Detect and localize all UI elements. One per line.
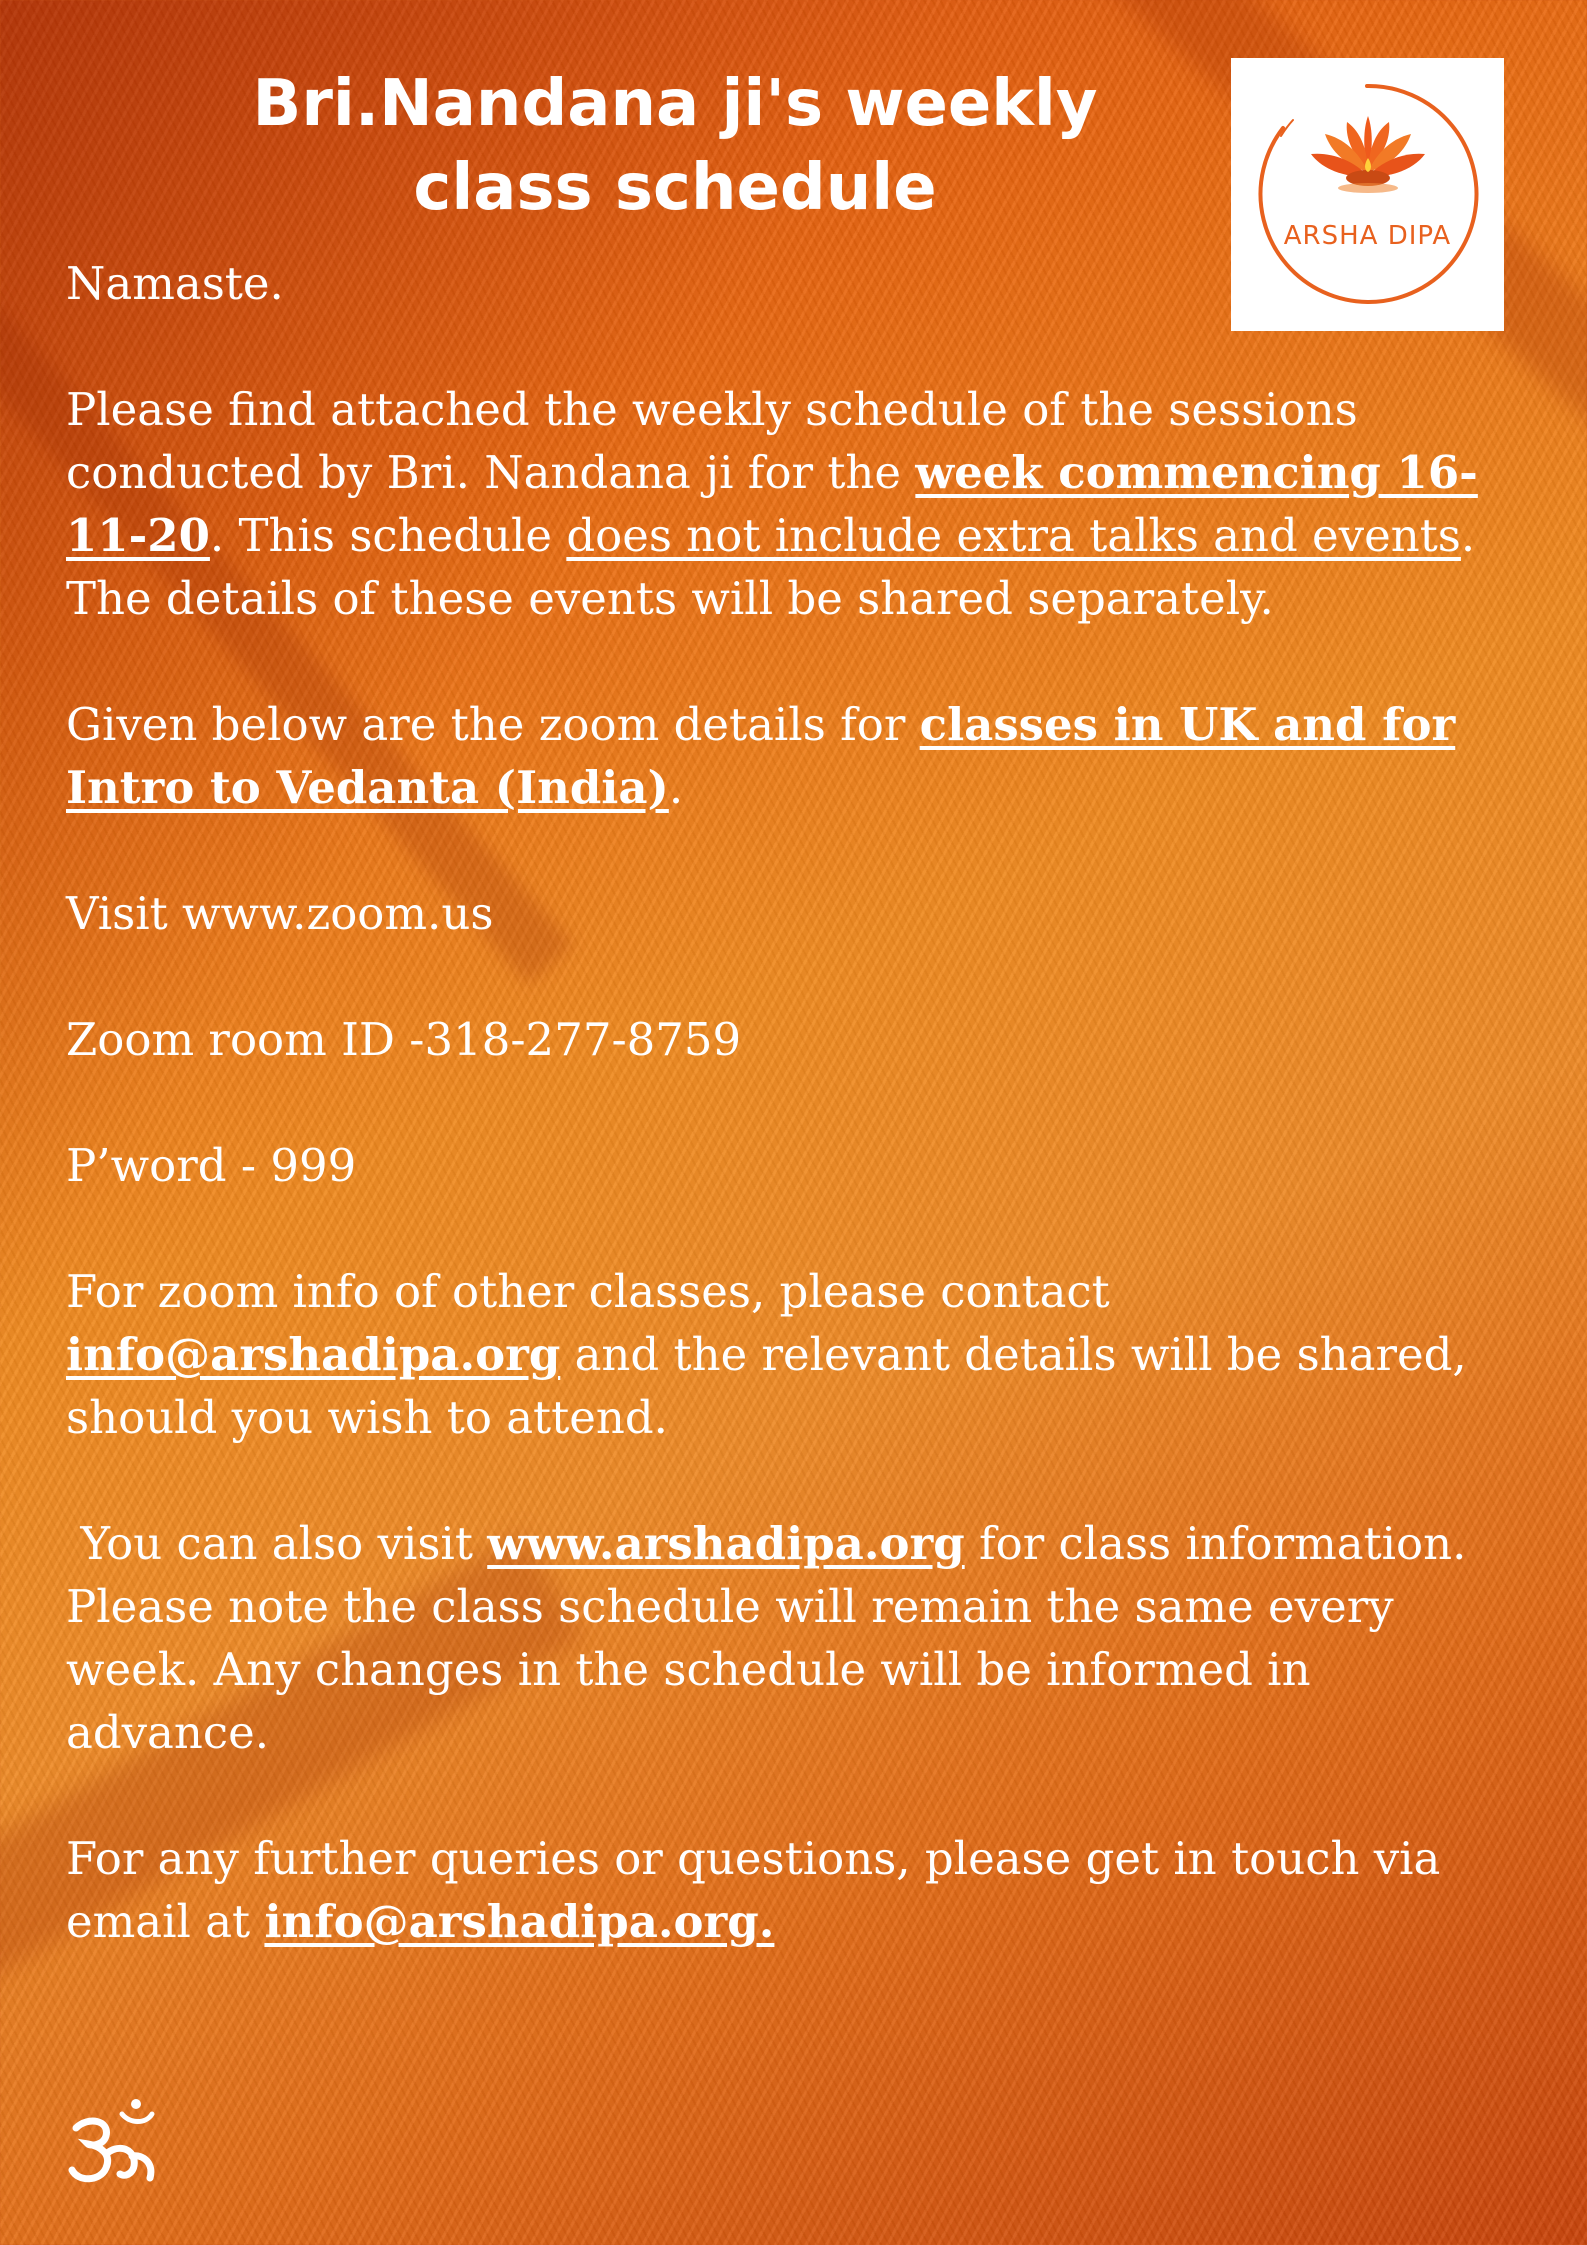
text-span: For any further queries or questions, please get in touch via email at — [66, 1832, 1441, 1948]
paragraph-contact — [66, 1827, 1506, 1953]
text-span: for class information. Please note the class schedule will remain the same every week. Any changes in the schedule will be informed in advance. — [66, 1517, 1481, 1759]
zoom-password: P’word - 999 — [66, 1139, 357, 1192]
paragraph-website — [66, 1512, 1506, 1764]
letter-body — [66, 252, 1506, 2016]
lotus-lamp-icon — [1307, 108, 1429, 208]
zoom-visit-line: Visit www.zoom.us — [66, 887, 494, 940]
website-link[interactable]: www.arshadipa.org — [487, 1517, 965, 1570]
contact-email-link[interactable]: info@arshadipa.org. — [264, 1895, 775, 1948]
paragraph-other-classes — [66, 1260, 1506, 1449]
text-span: . — [668, 761, 684, 814]
text-span: . This schedule — [209, 509, 567, 562]
page-title — [110, 62, 1240, 230]
logo-text: ARSHA DIPA — [1283, 221, 1452, 251]
greeting: Namaste. — [66, 257, 284, 310]
paragraph-schedule-intro — [66, 378, 1506, 630]
excluded-events-note: does not include extra talks and events — [566, 509, 1461, 562]
text-span: . The details of these events will be shared separately. — [66, 509, 1476, 625]
text-span: and the relevant details will be shared, should you wish to attend. — [66, 1328, 1467, 1444]
zoom-room-id: Zoom room ID -318-277-8759 — [66, 1013, 742, 1066]
text-span: Please find attached the weekly schedule of the sessions conducted by Bri. Nandana ji for the — [66, 383, 1358, 499]
om-icon — [66, 2098, 162, 2188]
week-commencing-link: week commencing 16-11-20 — [66, 446, 1478, 562]
uk-classes-link: classes in UK and for Intro to Vedanta (India) — [66, 698, 1456, 814]
title-line-1: Bri.Nandana ji's weekly — [252, 67, 1098, 141]
text-span: Given below are the zoom details for — [66, 698, 920, 751]
paragraph-zoom-intro — [66, 693, 1506, 819]
title-line-2: class schedule — [413, 151, 937, 225]
text-span: For zoom info of other classes, please contact — [66, 1265, 1110, 1318]
email-link[interactable]: info@arshadipa.org — [66, 1328, 561, 1381]
text-span: You can also visit — [66, 1517, 488, 1570]
